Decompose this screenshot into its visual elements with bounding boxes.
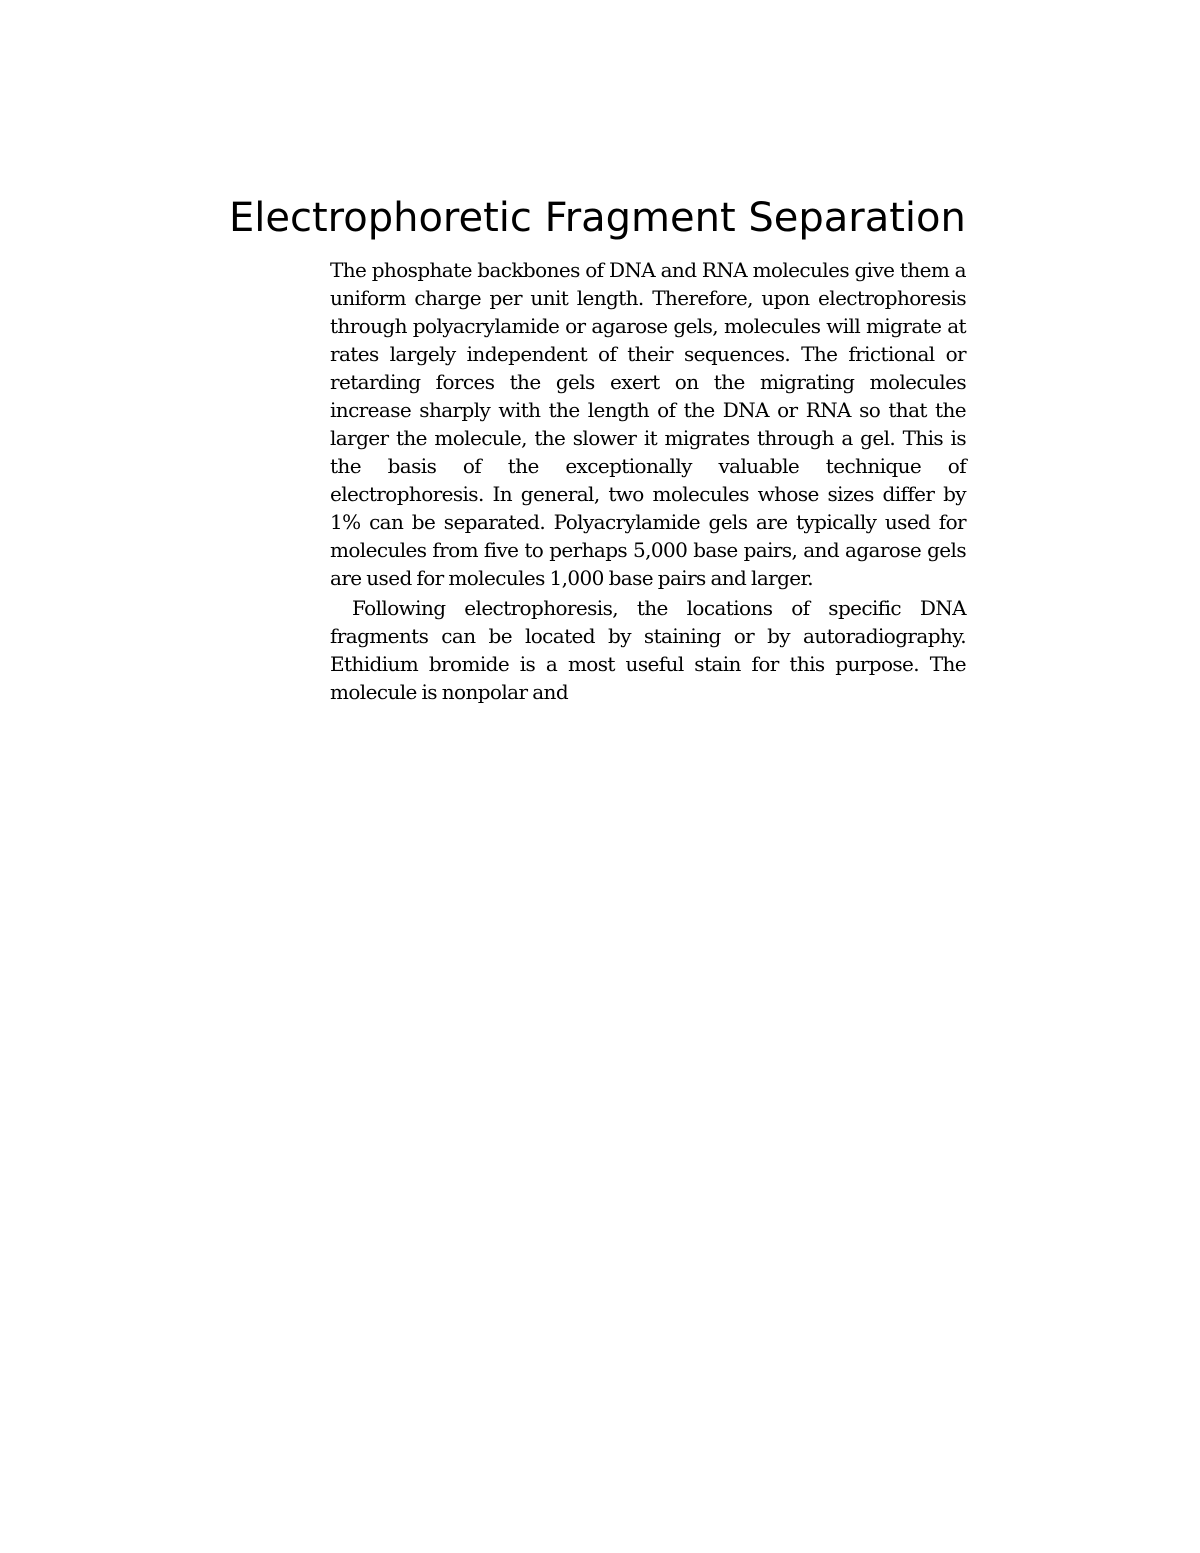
paragraph-1: The phosphate backbones of DNA and RNA molecules give them a uniform charge per unit length. Therefore, upon electrophoresis through polyacrylamide or agarose gels, molecules will migrate at rates largely independent of their sequences. The frictional or retarding forces the gels exert on the migrating molecules increase sharply with the length of the DNA or RNA so that the larger the molecule, the slower it migrates through a gel. This is the basis of the exceptionally valuable technique of electrophoresis. In general, two molecules whose sizes differ by 1% can be separated. Polyacrylamide gels are typically used for molecules from five to perhaps 5,000 base pairs, and agarose gels are used for molecules 1,000 base pairs and larger. [330,258,966,590]
paragraph-2: Following electrophoresis, the locations of specific DNA fragments can be located by staining or by autoradiography. Ethidium bromide is a most useful stain for this purpose. The molecule is nonpolar and [330,596,966,704]
section-heading: Electrophoretic Fragment Separation [229,195,966,241]
body-text [330,256,966,706]
